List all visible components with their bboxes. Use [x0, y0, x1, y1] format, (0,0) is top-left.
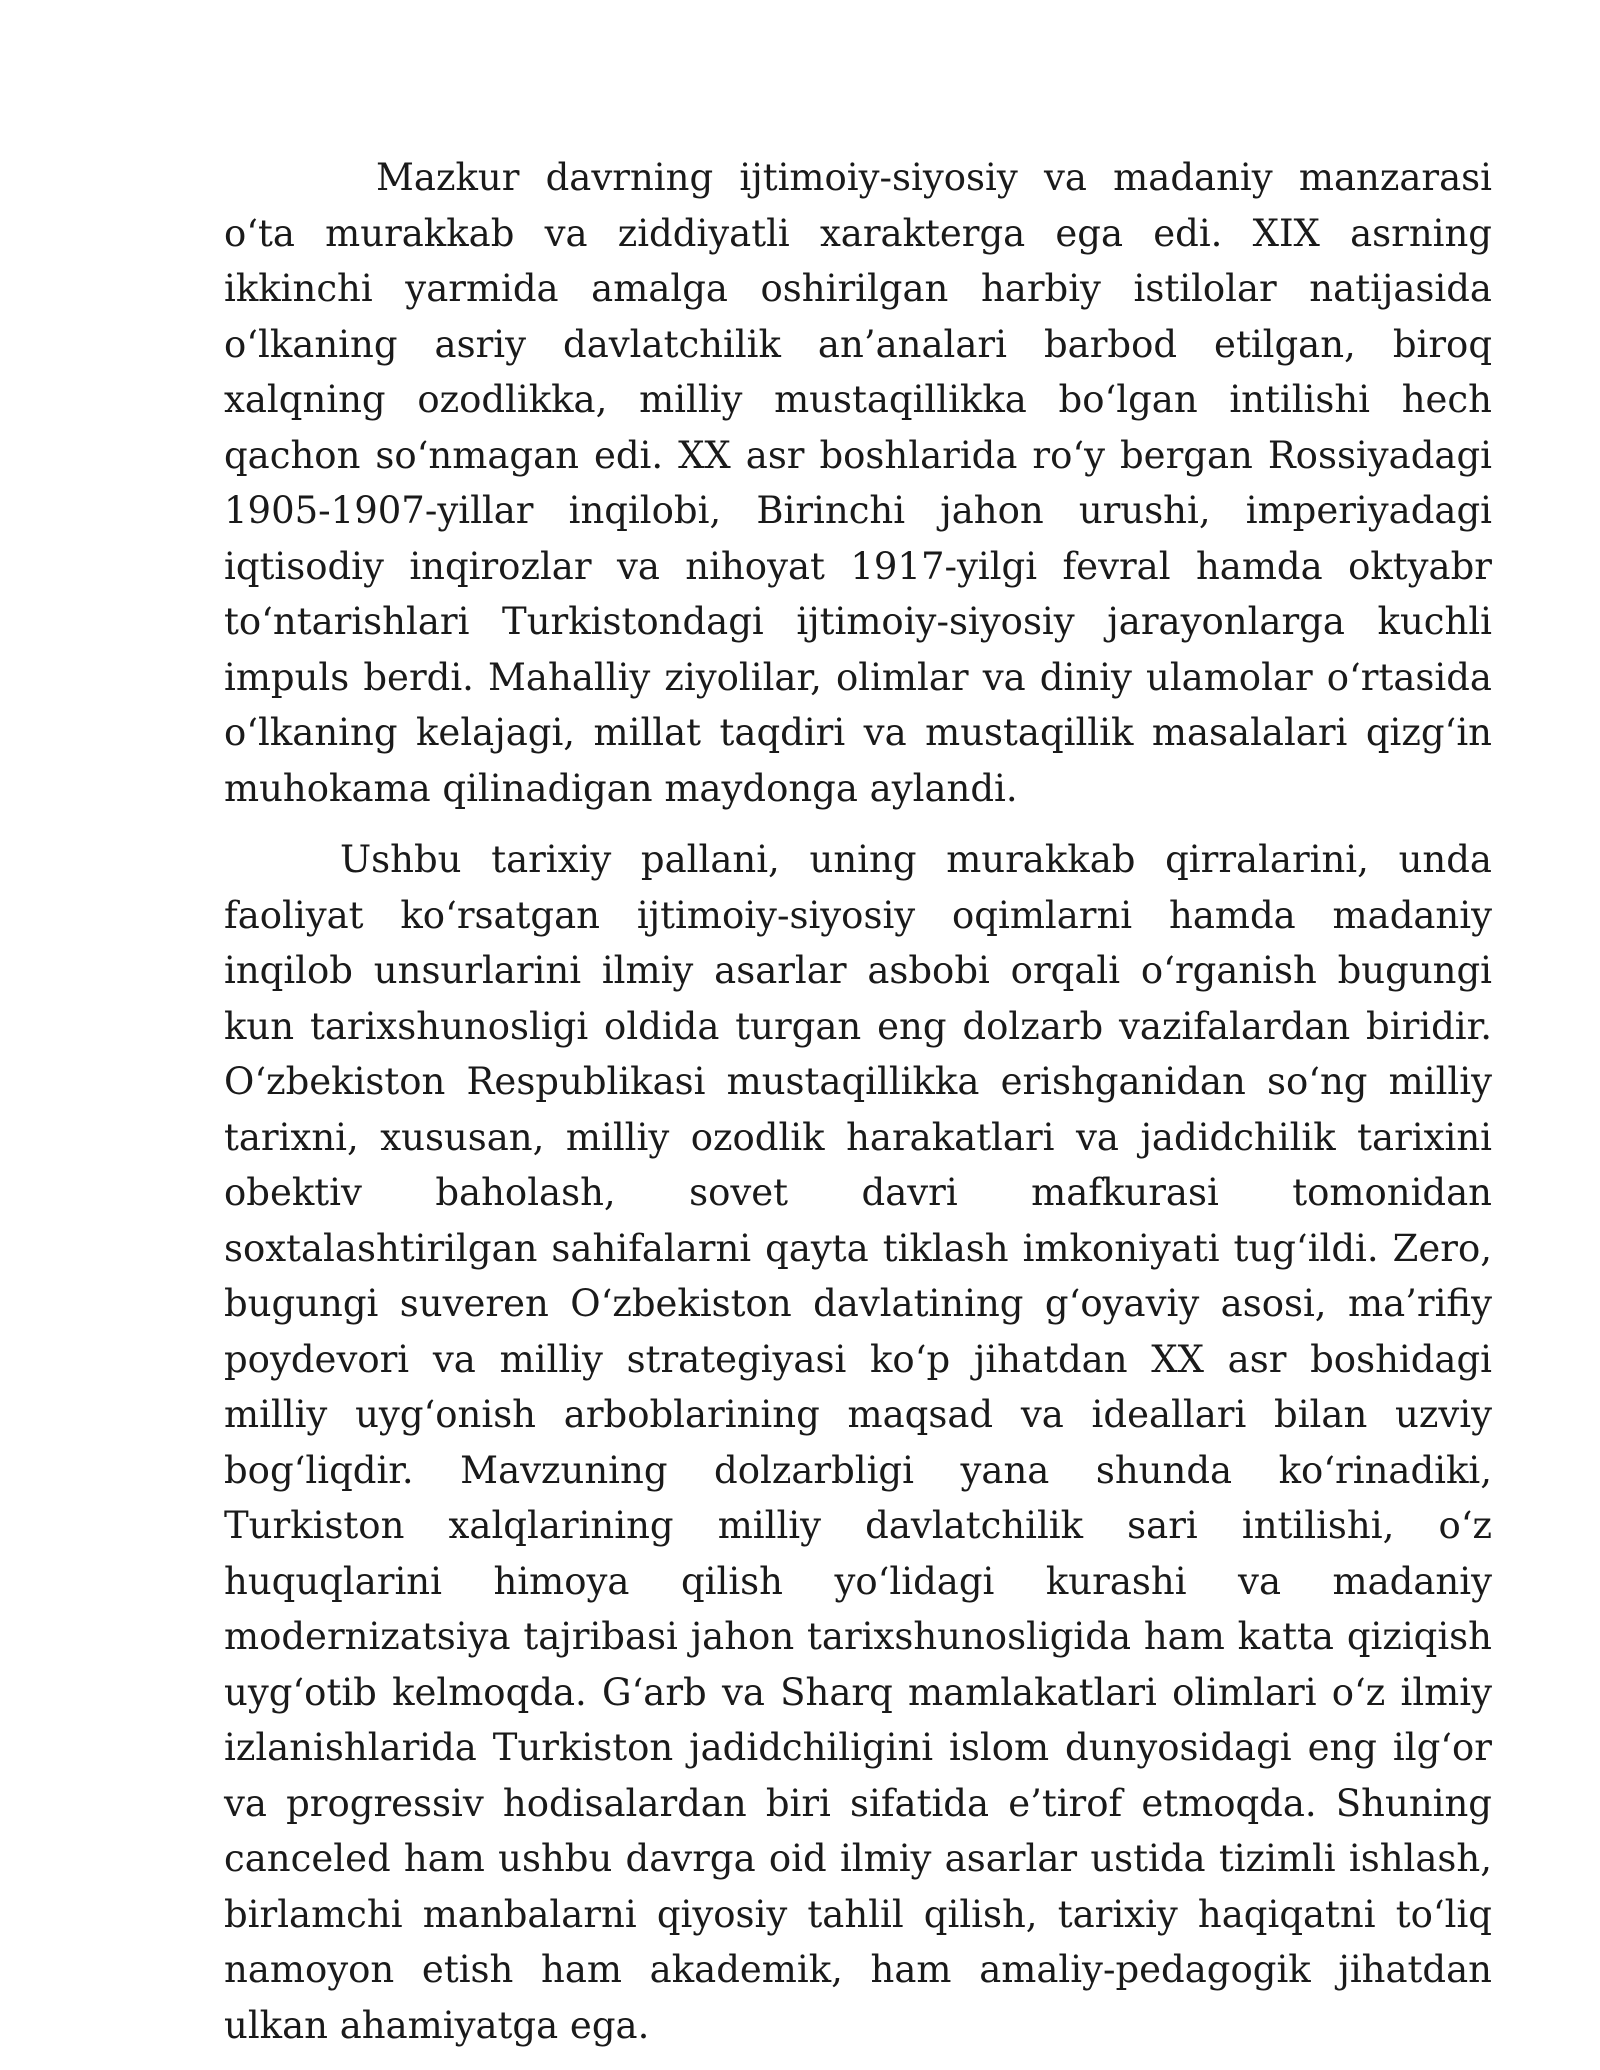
document-page [224, 150, 1492, 2053]
paragraph-1: Mazkur davrning ijtimoiy-siyosiy va madaniy manzarasi o‘ta murakkab va ziddiyatli xarakterga ega edi. XIX asrning ikkinchi yarmida amalga oshirilgan harbiy istilolar natijasida o‘lkaning asriy davlatchilik an’analari barbod etilgan, biroq xalqning ozodlikka, milliy mustaqillikka bo‘lgan intilishi hech qachon so‘nmagan edi. XX asr boshlarida ro‘y bergan Rossiyadagi 1905-1907-yillar inqilobi, Birinchi jahon urushi, imperiyadagi iqtisodiy inqirozlar va nihoyat 1917-yilgi fevral hamda oktyabr to‘ntarishlari Turkistondagi ijtimoiy-siyosiy jarayonlarga kuchli impuls berdi. Mahalliy ziyolilar, olimlar va diniy ulamolar o‘rtasida o‘lkaning kelajagi, millat taqdiri va mustaqillik masalalari qizg‘in muhokama qilinadigan maydonga aylandi. [224, 156, 1492, 810]
paragraph-2: Ushbu tarixiy pallani, uning murakkab qirralarini, unda faoliyat ko‘rsatgan ijtimoiy-siyosiy oqimlarni hamda madaniy inqilob unsurlarini ilmiy asarlar asbobi orqali o‘rganish bugungi kun tarixshunosligi oldida turgan eng dolzarb vazifalardan biridir. O‘zbekiston Respublikasi mustaqillikka erishganidan so‘ng milliy tarixni, xususan, milliy ozodlik harakatlari va jadidchilik tarixini obektiv baholash, sovet davri mafkurasi tomonidan soxtalashtirilgan sahifalarni qayta tiklash imkoniyati tug‘ildi. Zero, bugungi suveren O‘zbekiston davlatining g‘oyaviy asosi, ma’rifiy poydevori va milliy strategiyasi ko‘p jihatdan XX asr boshidagi milliy uyg‘onish arboblarining maqsad va ideallari bilan uzviy bog‘liqdir. Mavzuning dolzarbligi yana shunda ko‘rinadiki, Turkiston xalqlarining milliy davlatchilik sari intilishi, o‘z huquqlarini himoya qilish yo‘lidagi kurashi va madaniy modernizatsiya tajribasi jahon tarixshunosligida ham katta qiziqish uyg‘otib kelmoqda. G‘arb va Sharq mamlakatlari olimlari o‘z ilmiy izlanishlarida Turkiston jadidchiligini islom dunyosidagi eng ilg‘or va progressiv hodisalardan biri sifatida e’tirof etmoqda. Shuning canceled ham ushbu davrga oid ilmiy asarlar ustida tizimli ishlash, birlamchi manbalarni qiyosiy tahlil qilish, tarixiy haqiqatni to‘liq namoyon etish ham akademik, ham amaliy-pedagogik jihatdan ulkan ahamiyatga ega. [224, 838, 1492, 2047]
